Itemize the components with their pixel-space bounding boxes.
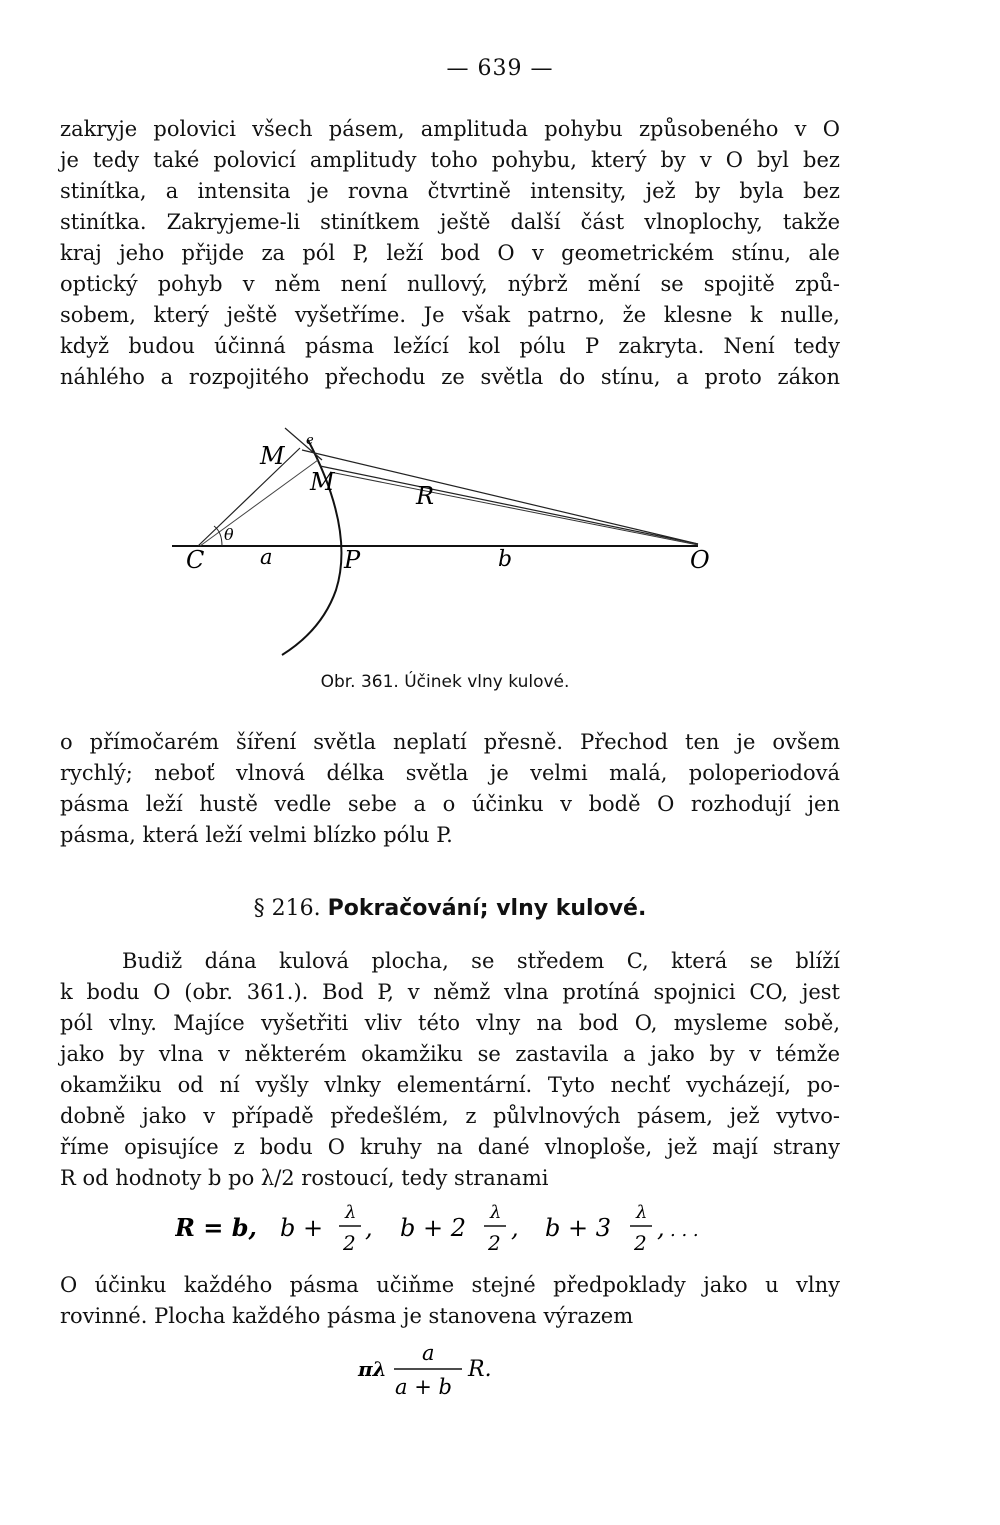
section-title: Pokračování; vlny kulové. — [327, 896, 647, 921]
eq1-sep2: , — [511, 1214, 519, 1242]
text-line: jako by vlna v některém okamžiku se zastavila a jako by v témže — [60, 1042, 840, 1066]
eq2-den: a + b — [395, 1375, 452, 1399]
label-theta: θ — [224, 525, 234, 544]
text-line: Budiž dána kulová plocha, se středem C, která se blíží — [122, 949, 840, 973]
text-line: O účinku každého pásma učiňme stejné předpoklady jako u vlny — [60, 1273, 840, 1297]
label-r: R — [416, 482, 435, 510]
label-o: O — [690, 546, 710, 574]
label-p: P — [344, 546, 361, 574]
line-c-m — [198, 448, 300, 546]
label-a: a — [260, 545, 273, 569]
eq1-term2-prefix: b + 2 — [400, 1214, 466, 1242]
equation-2 — [350, 1338, 530, 1402]
paragraph-4 — [60, 1270, 840, 1332]
label-c: C — [186, 546, 205, 574]
eq1-frac3-num: λ — [636, 1202, 648, 1223]
label-b: b — [498, 547, 513, 572]
paragraph-3 — [60, 946, 840, 1194]
eq1-ellipsis: . . . — [670, 1220, 699, 1241]
section-heading — [0, 896, 900, 921]
ray-m3-o — [330, 472, 698, 545]
eq1-frac2-den: 2 — [488, 1231, 501, 1255]
eq1-frac1-den: 2 — [343, 1231, 356, 1255]
eq1-term1-prefix: b + — [280, 1214, 324, 1242]
eq2-num: a — [422, 1341, 435, 1365]
ray-m2-o — [320, 466, 698, 544]
text-line: dobně jako v případě předešlém, z půlvlnových pásem, jež vytvo- — [60, 1104, 840, 1128]
text-line: rovinné. Plocha každého pásma je stanovena výrazem — [60, 1304, 634, 1328]
text-line: náhlého a rozpojitého přechodu ze světla do stínu, a proto zákon — [60, 365, 840, 389]
eq1-frac2-num: λ — [490, 1202, 502, 1223]
normal-line — [285, 428, 322, 460]
page-number: — 639 — — [446, 56, 554, 81]
section-number: § 216. — [253, 896, 321, 921]
eq1-term3-prefix: b + 3 — [545, 1214, 611, 1242]
text-line: optický pohyb v něm není nullový, nýbrž mění se spojitě způ- — [60, 272, 840, 296]
text-line: okamžiku od ní vyšly vlnky elementární. Tyto nechť vycházejí, po- — [60, 1073, 840, 1097]
text-line: zakryje polovici všech pásem, amplituda pohybu způsobeného v O — [60, 117, 840, 141]
text-line: je tedy také polovicí amplitudy toho pohybu, který by v O byl bez — [60, 148, 840, 172]
eq1-frac3-den: 2 — [634, 1231, 647, 1255]
text-line: říme opisujíce z bodu O kruhy na dané vlnoploše, jež mají strany — [60, 1135, 840, 1159]
ray-m-o — [302, 450, 698, 544]
label-m2: M — [310, 468, 335, 496]
text-line: o přímočarém šíření světla neplatí přesně. Přechod ten je ovšem — [60, 730, 840, 754]
label-m1: M — [260, 442, 285, 470]
text-line: k bodu O (obr. 361.). Bod P, v němž vlna protíná spojnici CO, jest — [60, 980, 840, 1004]
eq1-lhs: R = b, — [175, 1213, 257, 1242]
text-line: stinítka, a intensita je rovna čtvrtině intensity, jež by byla bez — [60, 179, 840, 203]
eq2-prefix: πλ — [358, 1357, 387, 1381]
label-e: e — [306, 433, 314, 448]
paragraph-2 — [60, 727, 840, 851]
text-line: kraj jeho přijde za pól P, leží bod O v geometrickém stínu, ale — [60, 241, 840, 265]
text-line: sobem, který ještě vyšetříme. Je však patrno, že klesne k nulle, — [60, 303, 840, 327]
text-line: pásma leží hustě vedle sebe a o účinku v bodě O rozhodují jen — [60, 792, 840, 816]
text-line: pól vlny. Majíce vyšetřiti vliv této vlny na bod O, mysleme sobě, — [60, 1011, 840, 1035]
text-line: R od hodnoty b po λ/2 rostoucí, tedy stranami — [60, 1166, 549, 1190]
text-line: když budou účinná pásma ležící kol pólu P zakryta. Není tedy — [60, 334, 840, 358]
line-c-m2 — [200, 460, 318, 546]
paragraph-1 — [60, 114, 840, 393]
text-line: rychlý; neboť vlnová délka světla je velmi malá, poloperiodová — [60, 761, 840, 785]
figure-361 — [150, 420, 750, 665]
eq1-frac1-num: λ — [345, 1202, 357, 1223]
eq1-sep1: , — [365, 1214, 373, 1242]
eq1-sep3: , — [657, 1214, 665, 1242]
figure-caption: Obr. 361. Účinek vlny kulové. — [320, 672, 570, 692]
eq2-post: R. — [468, 1357, 492, 1382]
text-line: pásma, která leží velmi blízko pólu P. — [60, 823, 453, 847]
equation-1 — [175, 1198, 735, 1262]
text-line: stinítka. Zakryjeme-li stinítkem ještě další část vlnoplochy, takže — [60, 210, 840, 234]
